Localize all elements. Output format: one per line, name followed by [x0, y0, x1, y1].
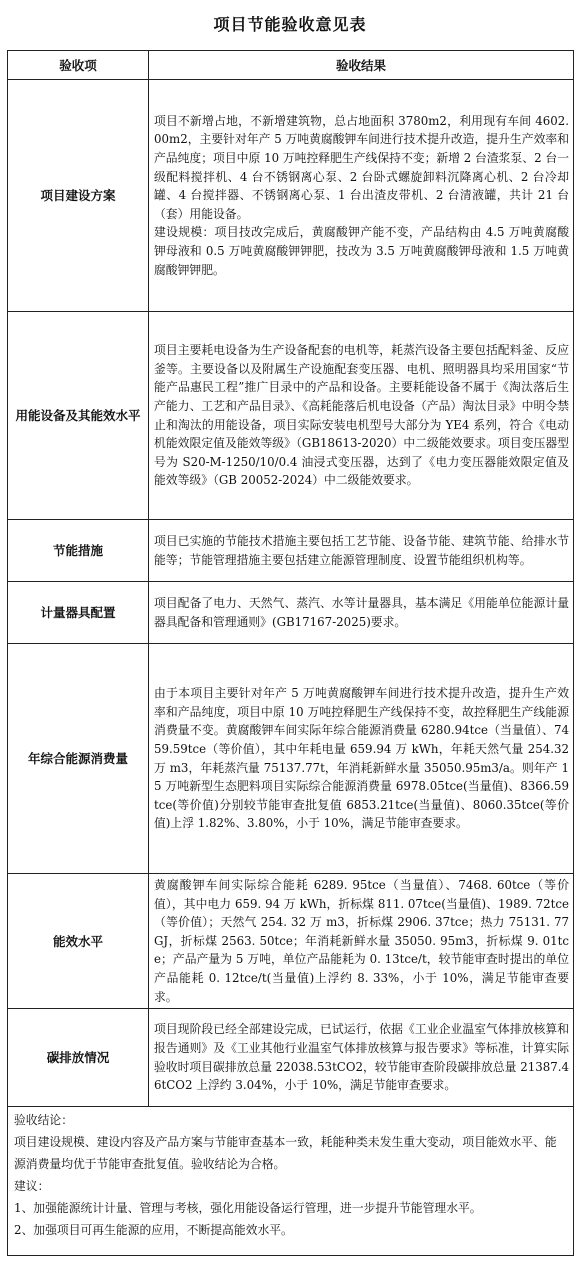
table-row	[8, 874, 574, 1009]
table-header-row	[8, 51, 574, 80]
advice-item: 2、加强项目可再生能源的应用，不断提高能效水平。	[14, 1223, 293, 1238]
row-item-label: 计量器具配置	[8, 582, 149, 644]
result-paragraph: 项目主要耗电设备为生产设备配套的电机等，耗蒸汽设备主要包括配料釜、反应釜等。主要设备以及附属生产设施配套变压器、电机、照明器具均采用国家“节能产品惠民工程”推广目录中的产品和设备。主要耗能设备不属于《淘汰落后生产能力、工艺和产品目录》、《高耗能落后机电设备（产品）淘汰目录》中明令禁止和淘汰的用能设备，项目实际安装电机型号大部分为 YE4 系列，符合《电动机能效限定值及能效等级》（GB18613-2020）中二级能效要求。项目变压器型号为 S20-M-1250/10/0.4 油浸式变压器，达到了《电力变压器能效限定值及能效等级》（GB 20052-2024）中二级能效要求。	[154, 343, 569, 488]
table-row	[8, 520, 574, 582]
document-title: 项目节能验收意见表	[213, 15, 367, 34]
row-item-label: 年综合能源消费量	[8, 644, 149, 874]
row-result	[149, 520, 574, 582]
row-result	[149, 582, 574, 644]
row-result	[149, 1009, 574, 1107]
result-paragraph: 项目不新增占地，不新增建筑物，总占地面积 3780m2，利用现有车间 4602.00m2，主要针对年产 5 万吨黄腐酸钾车间进行技术提升改造，提升生产效率和产品纯度；项目中原 10 万吨控释肥生产线保持不变；新增 2 台渣浆泵、2 台一级配料搅拌机、4 台不锈钢离心泵、2 台卧式螺旋卸料沉降离心机、2 台冷却罐、4 台搅拌器、不锈钢离心泵、1 台出渣皮带机、2 台清液罐，共计 21 台（套）用能设备。	[154, 113, 569, 221]
result-paragraph: 黄腐酸钾车间实际综合能耗 6289. 95tce（当量值）、7468. 60tce（等价值），其中电力 659. 94 万 kWh，折标煤 811. 07tce(当量值)、1989. 72tce（等价值）；天然气 254. 32 万 m3，折标煤 2906. 37tce；热力 75131. 77GJ，折标煤 2563. 50tce；年消耗新鲜水量 35050. 95m3，折标煤 9. 01tce；产品产量为 5 万吨，单位产品能耗为 0. 13tce/t，较节能审查时提出的单位产品能耗 0. 12tce/t(当量值)上浮约 8. 33%，小于 10%，满足节能审查要求。	[154, 878, 569, 1004]
conclusion-row	[8, 1107, 574, 1256]
row-item-label: 能效水平	[8, 874, 149, 1009]
result-paragraph: 项目已实施的节能技术措施主要包括工艺节能、设备节能、建筑节能、给排水节能等；节能管理措施主要包括建立能源管理制度、设置节能组织机构等。	[154, 533, 569, 567]
advice-item: 1、加强能源统计计量、管理与考核，强化用能设备运行管理，进一步提升节能管理水平。	[14, 1201, 482, 1216]
row-result	[149, 312, 574, 520]
conclusion-cell	[8, 1107, 574, 1256]
conclusion-text: 项目建设规模、建设内容及产品方案与节能审查基本一致，耗能种类未发生重大变动，项目能效水平、能源消费量均优于节能审查批复值。验收结论为合格。	[14, 1135, 557, 1172]
table-row	[8, 1009, 574, 1107]
row-result	[149, 80, 574, 312]
result-paragraph: 项目配备了电力、天然气、蒸汽、水等计量器具，基本满足《用能单位能源计量器具配备和管理通则》(GB17167-2025)要求。	[154, 595, 569, 629]
acceptance-table	[7, 50, 574, 1256]
table-row	[8, 312, 574, 520]
header-result: 验收结果	[149, 51, 574, 80]
table-row	[8, 582, 574, 644]
result-paragraph: 项目现阶段已经全部建设完成，已试运行，依据《工业企业温室气体排放核算和报告通则》及《工业其他行业温室气体排放核算与报告要求》等标准，计算实际验收时项目碳排放总量 22038.53tCO2，较节能审查阶段碳排放总量 21387.46tCO2 上浮约 3.04%，小于 10%，满足节能审查要求。	[154, 1022, 569, 1093]
table-row	[8, 644, 574, 874]
header-item: 验收项	[8, 51, 149, 80]
row-item-label: 碳排放情况	[8, 1009, 149, 1107]
table-row	[8, 80, 574, 312]
row-item-label: 节能措施	[8, 520, 149, 582]
row-item-label: 用能设备及其能效水平	[8, 312, 149, 520]
conclusion-label: 验收结论：	[14, 1113, 73, 1128]
row-result	[149, 874, 574, 1009]
row-result	[149, 644, 574, 874]
result-paragraph: 由于本项目主要针对年产 5 万吨黄腐酸钾车间进行技术提升改造，提升生产效率和产品纯度，项目中原 10 万吨控释肥生产线保持不变，故控释肥生产线能源消费量不变。黄腐酸钾车间实际年综合能源消费量 6280.94tce（当量值）、7459.59tce（等价值），其中年耗电量 659.94 万 kWh，年耗天然气量 254.32 万 m3，年耗蒸汽量 75137.77t，年消耗新鲜水量 35050.95m3/a。则年产 15 万吨新型生态肥料项目实际综合能源消费量 6978.05tce(当量值)、8366.59tce(等价值)分别较节能审查批复值 6853.21tce(当量值)、8060.35tce(等价值)上浮 1.82%、3.80%，小于 10%，满足节能审查要求。	[154, 686, 569, 831]
result-paragraph: 建设规模：项目技改完成后，黄腐酸钾产能不变，产品结构由 4.5 万吨黄腐酸钾母液和 0.5 万吨黄腐酸钾钾肥，技改为 3.5 万吨黄腐酸钾母液和 1.5 万吨黄腐酸钾钾肥。	[154, 225, 569, 277]
advice-label: 建议：	[14, 1179, 50, 1194]
row-item-label: 项目建设方案	[8, 80, 149, 312]
